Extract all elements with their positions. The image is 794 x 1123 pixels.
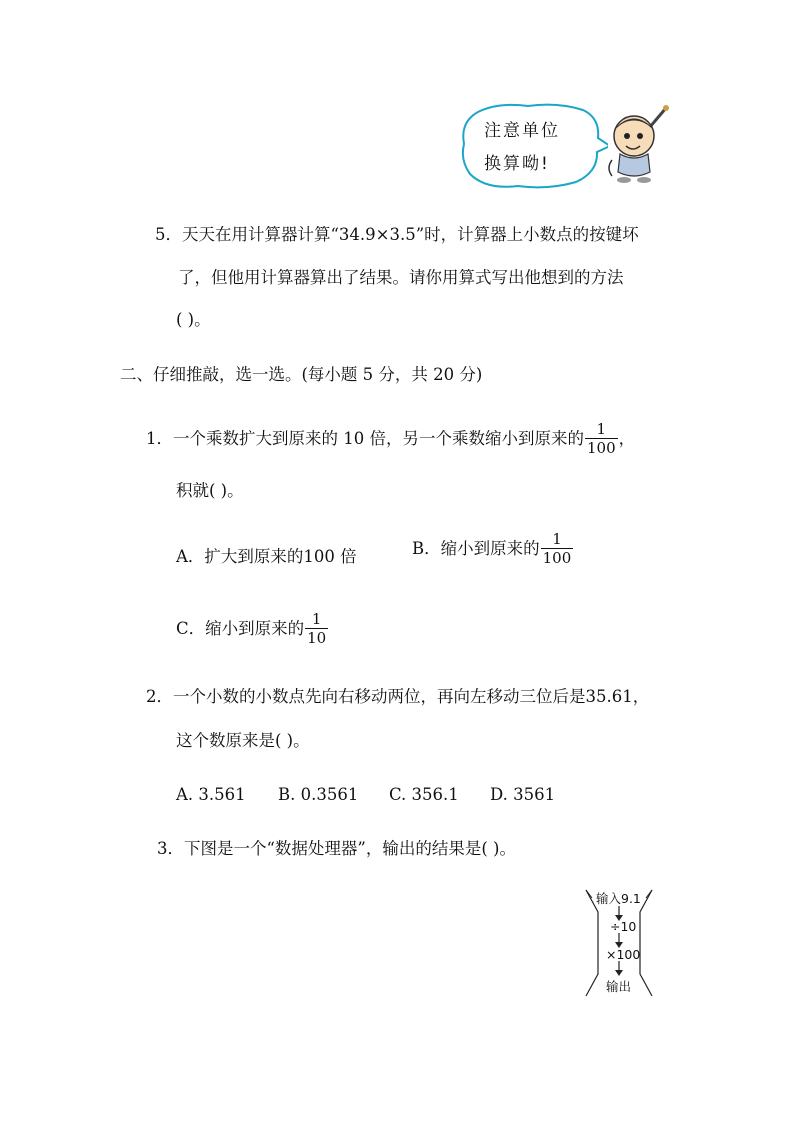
fraction-denominator: 100 (586, 439, 616, 457)
fraction-denominator: 10 (307, 629, 327, 647)
s2q2-option-d: D. 3561 (490, 785, 556, 804)
bubble-line-2: 换算呦! (484, 154, 550, 174)
s2q2-option-a: A. 3.561 (176, 785, 246, 804)
s2q1-option-b (412, 532, 574, 566)
q5-line-2: 了，但他用计算器算出了结果。请你用算式写出他想到的方法 (178, 268, 624, 287)
fraction (305, 612, 328, 646)
s2q2-option-b: B. 0.3561 (278, 785, 359, 804)
q5-line-3: ( )。 (176, 310, 211, 329)
fraction-numerator: 1 (305, 612, 328, 629)
flow-input: 输入9.1 (596, 891, 641, 906)
flow-step-multiply: ×100 (606, 947, 641, 962)
q5-line-1: 5．天天在用计算器计算“34.9×3.5”时，计算器上小数点的按键坏 (155, 225, 639, 244)
s2q2-option-c: C. 356.1 (389, 785, 459, 804)
s2q1-option-c (176, 612, 329, 646)
s2q3-line-1: 3．下图是一个“数据处理器”，输出的结果是( )。 (157, 839, 516, 858)
monkey-mascot-icon (604, 104, 674, 184)
fraction (585, 422, 618, 456)
option-c-text: C．缩小到原来的 (176, 619, 305, 638)
s2q2-line-1: 2．一个小数的小数点先向右移动两位，再向左移动三位后是35.61， (146, 687, 650, 706)
s2q1-comma: ， (618, 429, 636, 448)
flow-step-divide: ÷10 (610, 919, 637, 934)
section-heading: 二、仔细推敲，选一选。(每小题 5 分，共 20 分) (120, 365, 483, 384)
option-b-text: B．缩小到原来的 (412, 539, 540, 558)
s2q1-line-2: 积就( )。 (176, 481, 244, 500)
fraction-numerator: 1 (541, 532, 574, 549)
speech-bubble (458, 100, 608, 190)
flow-output: 输出 (606, 979, 632, 994)
s2q1-text: 1．一个乘数扩大到原来的 10 倍，另一个乘数缩小到原来的 (146, 429, 584, 448)
bubble-line-1: 注意单位 (484, 121, 560, 141)
s2q2-line-2: 这个数原来是( )。 (176, 731, 310, 750)
s2q1-line-1 (146, 422, 635, 456)
fraction-numerator: 1 (585, 422, 618, 439)
fraction-denominator: 100 (542, 549, 572, 567)
data-processor-diagram (584, 888, 664, 1000)
s2q1-option-a: A．扩大到原来的100 倍 (176, 547, 357, 566)
fraction (541, 532, 574, 566)
